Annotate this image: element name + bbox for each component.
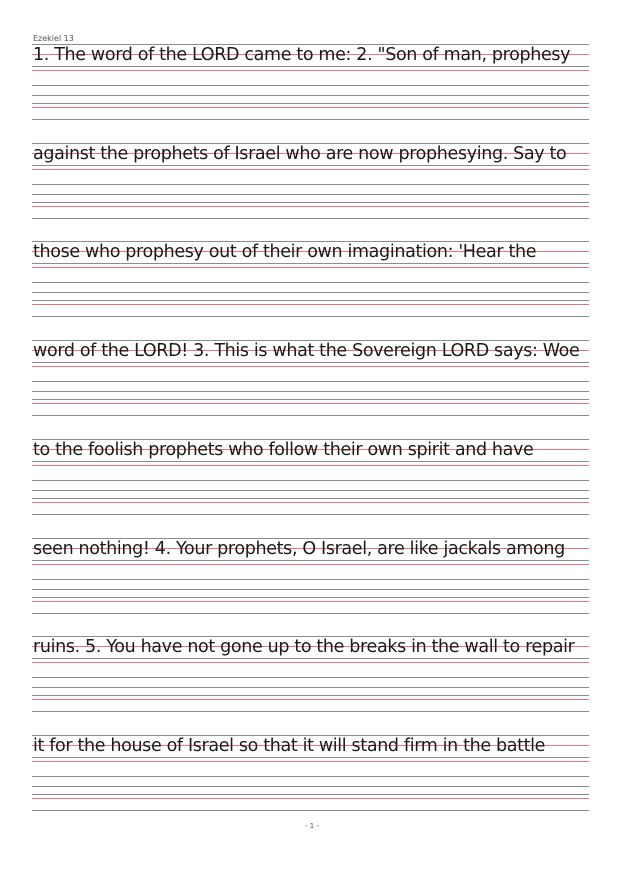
guide-line	[32, 579, 589, 580]
guide-line	[32, 194, 589, 195]
guide-line	[32, 810, 589, 811]
writing-block	[32, 44, 589, 119]
guide-line	[32, 66, 589, 67]
writing-block	[32, 636, 589, 711]
guide-line	[32, 589, 589, 590]
guide-line	[32, 415, 589, 416]
verse-line: word of the LORD! 3. This is what the Sovereign LORD says: Woe	[33, 341, 580, 361]
red-guide-line	[32, 502, 589, 503]
guide-line	[32, 300, 589, 301]
red-guide-line	[32, 798, 589, 799]
guide-line	[32, 399, 589, 400]
guide-line	[32, 794, 589, 795]
guide-line	[32, 95, 589, 96]
red-guide-line	[32, 564, 589, 565]
guide-line	[32, 695, 589, 696]
guide-line	[32, 202, 589, 203]
red-guide-line	[32, 70, 589, 71]
verse-line: against the prophets of Israel who are now prophesying. Say to	[33, 144, 567, 164]
guide-line	[32, 263, 589, 264]
writing-block	[32, 735, 589, 810]
red-guide-line	[32, 662, 589, 663]
guide-line	[32, 786, 589, 787]
red-guide-line	[32, 403, 589, 404]
guide-line	[32, 184, 589, 185]
guide-line	[32, 119, 589, 120]
guide-line	[32, 687, 589, 688]
guide-line	[32, 218, 589, 219]
guide-line	[32, 461, 589, 462]
verse-line: 1. The word of the LORD came to me: 2. "Son of man, prophesy	[33, 45, 571, 65]
verse-line: it for the house of Israel so that it will stand firm in the battle	[33, 736, 546, 756]
verse-line: to the foolish prophets who follow their own spirit and have	[33, 440, 534, 460]
guide-line	[32, 316, 589, 317]
chapter-header: Ezekiel 13	[33, 34, 74, 43]
writing-block	[32, 241, 589, 316]
red-guide-line	[32, 601, 589, 602]
red-guide-line	[32, 761, 589, 762]
red-guide-line	[32, 366, 589, 367]
guide-line	[32, 165, 589, 166]
guide-line	[32, 490, 589, 491]
guide-line	[32, 362, 589, 363]
guide-line	[32, 677, 589, 678]
guide-line	[32, 711, 589, 712]
guide-line	[32, 85, 589, 86]
guide-line	[32, 613, 589, 614]
writing-block	[32, 340, 589, 415]
red-guide-line	[32, 304, 589, 305]
verse-line: those who prophesy out of their own imagination: 'Hear the	[33, 242, 537, 262]
guide-line	[32, 391, 589, 392]
guide-line	[32, 292, 589, 293]
writing-block	[32, 143, 589, 218]
red-guide-line	[32, 107, 589, 108]
verse-line: seen nothing! 4. Your prophets, O Israel, are like jackals among	[33, 539, 565, 559]
guide-line	[32, 757, 589, 758]
guide-line	[32, 103, 589, 104]
red-guide-line	[32, 267, 589, 268]
writing-block	[32, 439, 589, 514]
red-guide-line	[32, 465, 589, 466]
red-guide-line	[32, 169, 589, 170]
guide-line	[32, 514, 589, 515]
red-guide-line	[32, 699, 589, 700]
writing-block	[32, 538, 589, 613]
guide-line	[32, 560, 589, 561]
guide-line	[32, 597, 589, 598]
page-number: - 1 -	[305, 822, 319, 830]
guide-line	[32, 381, 589, 382]
guide-line	[32, 658, 589, 659]
red-guide-line	[32, 206, 589, 207]
guide-line	[32, 776, 589, 777]
guide-line	[32, 498, 589, 499]
guide-line	[32, 282, 589, 283]
verse-line: ruins. 5. You have not gone up to the breaks in the wall to repair	[33, 637, 575, 657]
guide-line	[32, 480, 589, 481]
